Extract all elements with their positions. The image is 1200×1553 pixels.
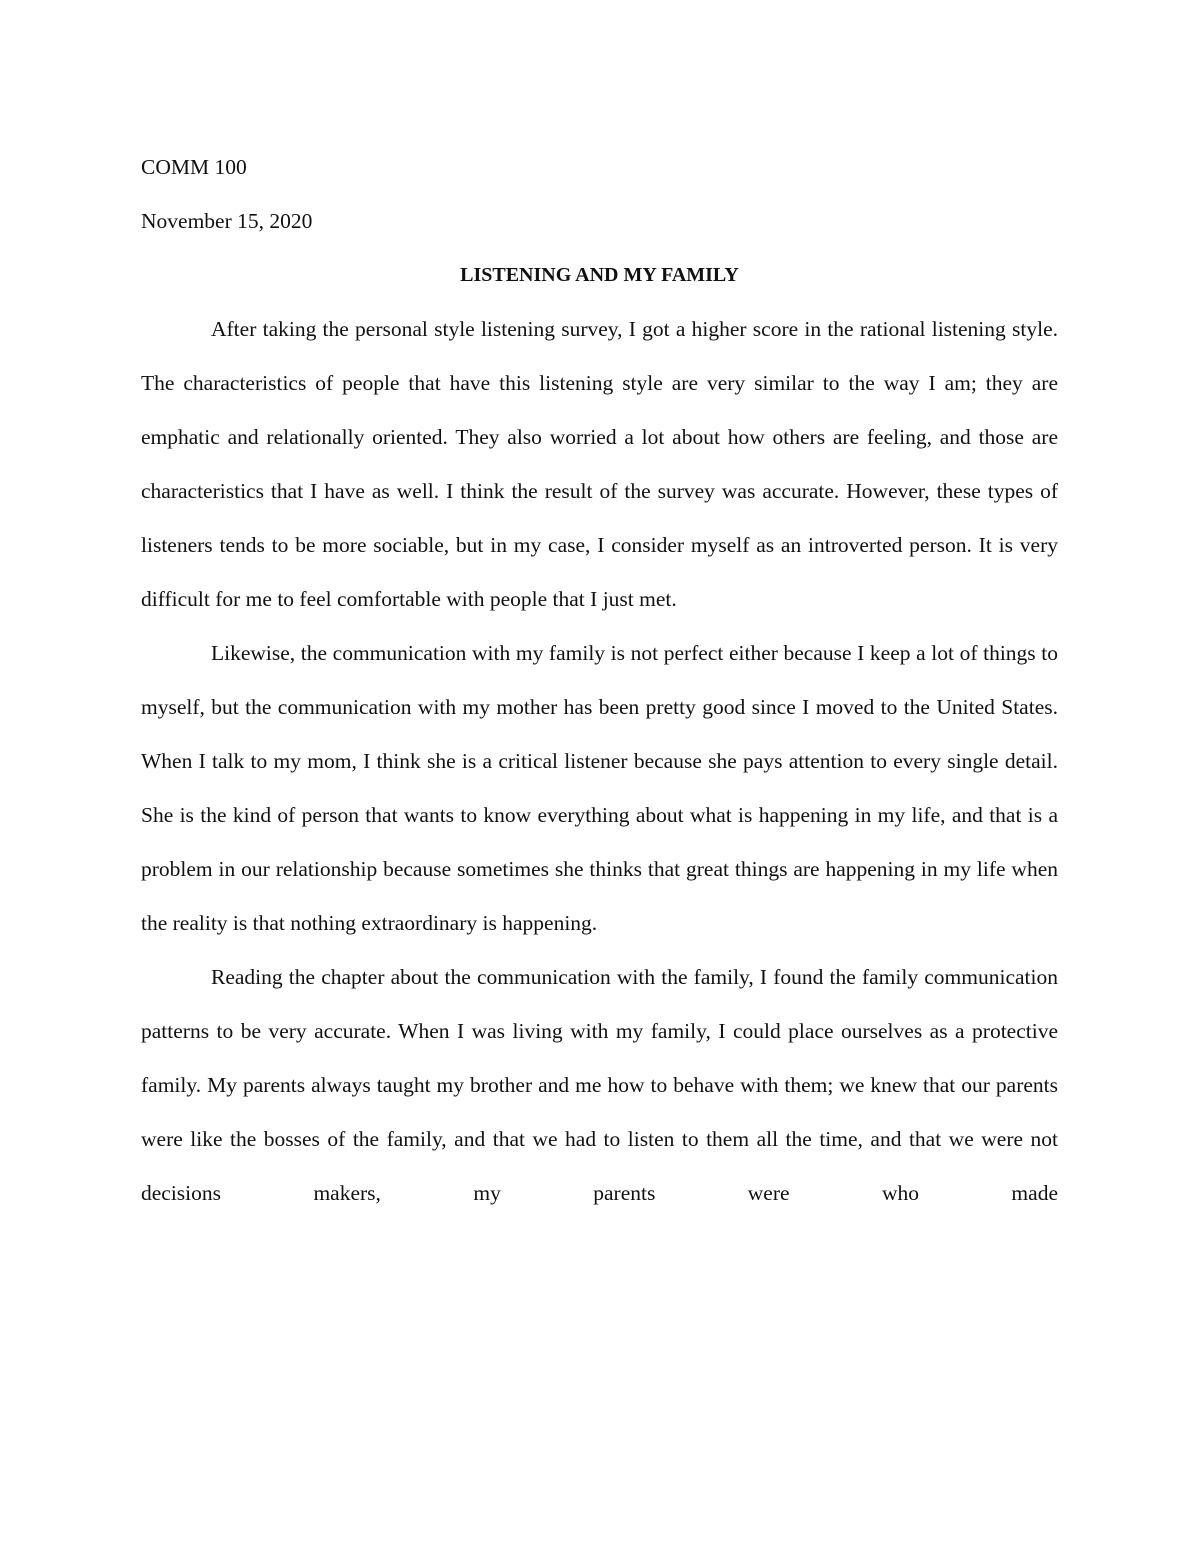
- document-body: [141, 140, 1058, 1220]
- date-line: November 15, 2020: [141, 209, 313, 233]
- paragraph-1: After taking the personal style listening survey, I got a higher score in the rational listening style. The characteristics of people that have this listening style are very similar to the way I am; they are emphatic and relationally oriented. They also worried a lot about how others are feeling, and those are characteristics that I have as well. I think the result of the survey was accurate. However, these types of listeners tends to be more sociable, but in my case, I consider myself as an introverted person. It is very difficult for me to feel comfortable with people that I just met.: [141, 317, 1058, 611]
- course-line: COMM 100: [141, 155, 247, 179]
- paragraph-3: Reading the chapter about the communication with the family, I found the family communication patterns to be very accurate. When I was living with my family, I could place ourselves as a protective family. My parents always taught my brother and me how to behave with them; we knew that our parents were like the bosses of the family, and that we had to listen to them all the time, and that we were not decisions makers, my parents were who made: [141, 965, 1058, 1205]
- paragraph-2: Likewise, the communication with my family is not perfect either because I keep a lot of things to myself, but the communication with my mother has been pretty good since I moved to the United States. When I talk to my mom, I think she is a critical listener because she pays attention to every single detail. She is the kind of person that wants to know everything about what is happening in my life, and that is a problem in our relationship because sometimes she thinks that great things are happening in my life when the reality is that nothing extraordinary is happening.: [141, 641, 1058, 935]
- essay-title: LISTENING AND MY FAMILY: [460, 264, 739, 286]
